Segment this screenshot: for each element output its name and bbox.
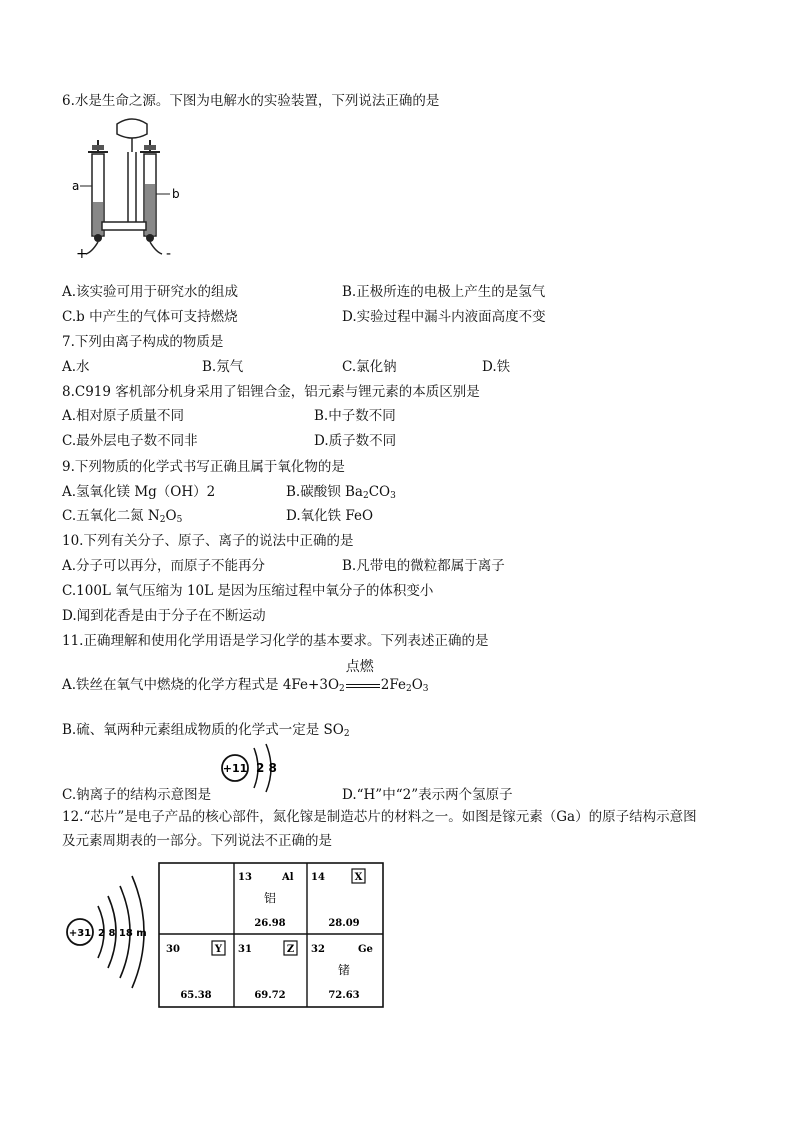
sodium-ion-diagram (218, 740, 284, 796)
q9-option-a: A.氢氧化镁 Mg（OH）2 (62, 484, 216, 500)
z-number: 31 (238, 944, 252, 955)
ge-symbol: Ge (358, 944, 373, 955)
al-name: 铝 (263, 891, 277, 905)
ge-name: 锗 (337, 963, 351, 977)
z-symbol: Z (286, 944, 295, 955)
q6-option-d: D.实验过程中漏斗内液面高度不变 (342, 309, 546, 325)
q12-stem-line1: 12.“芯片”是电子产品的核心部件，氮化镓是制造芯片的材料之一。如图是镓元素（Ga）的原子结构示意图 (62, 809, 697, 825)
x-number: 14 (311, 872, 325, 883)
q11-option-b: B.硫、氧两种元素组成物质的化学式一定是 $SO_2$ (62, 722, 350, 739)
q11-option-d: D.“H”中“2”表示两个氢原子 (342, 787, 513, 803)
q8-stem: 8.C919 客机部分机身采用了铝锂合金，铝元素与锂元素的本质区别是 (62, 384, 480, 400)
q7-option-b: B.氖气 (202, 359, 244, 375)
q10-option-a: A.分子可以再分，而原子不能再分 (62, 558, 266, 574)
q10-option-b: B.凡带电的微粒都属于离子 (342, 558, 505, 574)
q6-option-a: A.该实验可用于研究水的组成 (62, 284, 239, 300)
q10-option-d: D.闻到花香是由于分子在不断运动 (62, 608, 266, 624)
q9-stem: 9.下列物质的化学式书写正确且属于氧化物的是 (62, 459, 345, 475)
na-shell-labels: 2 8 (256, 761, 277, 775)
q11-option-c: C.钠离子的结构示意图是 (62, 787, 212, 803)
minus-sign: - (166, 246, 172, 262)
label-b: b (172, 187, 180, 201)
periodic-table-fragment (158, 862, 384, 1008)
gallium-atom-diagram (64, 868, 164, 1008)
z-mass: 69.72 (254, 990, 286, 1001)
q7-stem: 7.下列由离子构成的物质是 (62, 334, 224, 350)
plus-sign: + (76, 246, 88, 262)
q8-option-d: D.质子数不同 (314, 433, 397, 449)
reaction-condition: 点燃 (345, 676, 381, 694)
ga-shell-labels: 2 8 18 m (98, 928, 147, 939)
x-symbol: X (354, 872, 363, 883)
q9-option-d: D.氧化铁 FeO (286, 508, 374, 524)
ge-mass: 72.63 (328, 990, 360, 1001)
ge-number: 32 (311, 944, 325, 955)
y-number: 30 (166, 944, 180, 955)
q7-option-c: C.氯化钠 (342, 359, 397, 375)
q8-option-a: A.相对原子质量不同 (62, 408, 185, 424)
q9-option-b: B.碳酸钡 $Ba_2CO_3$ (286, 484, 396, 501)
q11-stem: 11.正确理解和使用化学用语是学习化学的基本要求。下列表述正确的是 (62, 633, 489, 649)
q6-stem: 6.水是生命之源。下图为电解水的实验装置，下列说法正确的是 (62, 93, 440, 109)
label-a: a (72, 179, 80, 193)
ga-nucleus-label: +31 (68, 928, 92, 939)
q10-option-c: C.100L 氧气压缩为 10L 是因为压缩过程中氧分子的体积变小 (62, 583, 434, 599)
q7-option-a: A.水 (62, 359, 90, 375)
x-mass: 28.09 (328, 918, 360, 929)
al-mass: 26.98 (254, 918, 286, 929)
q6-option-c: C.b 中产生的气体可支持燃烧 (62, 309, 238, 325)
q12-stem-line2: 及元素周期表的一部分。下列说法不正确的是 (62, 833, 332, 849)
y-mass: 65.38 (180, 990, 212, 1001)
q10-stem: 10.下列有关分子、原子、离子的说法中正确的是 (62, 533, 354, 549)
q9-option-c: C.五氧化二氮 $N_2O_5$ (62, 508, 183, 525)
q8-option-c: C.最外层电子数不同非 (62, 433, 198, 449)
q7-option-d: D.铁 (482, 359, 511, 375)
y-symbol: Y (214, 944, 223, 955)
q8-option-b: B.中子数不同 (314, 408, 396, 424)
al-number: 13 (238, 872, 252, 883)
q11-option-a: A.铁丝在氧气中燃烧的化学方程式是 $4Fe+3O_2$ 点燃 $2Fe_2O_3$ (62, 659, 429, 694)
al-symbol: Al (282, 872, 294, 883)
na-nucleus-label: +11 (222, 762, 248, 775)
q6-option-b: B.正极所连的电极上产生的是氢气 (342, 284, 546, 300)
electrolysis-apparatus-figure (62, 112, 202, 270)
